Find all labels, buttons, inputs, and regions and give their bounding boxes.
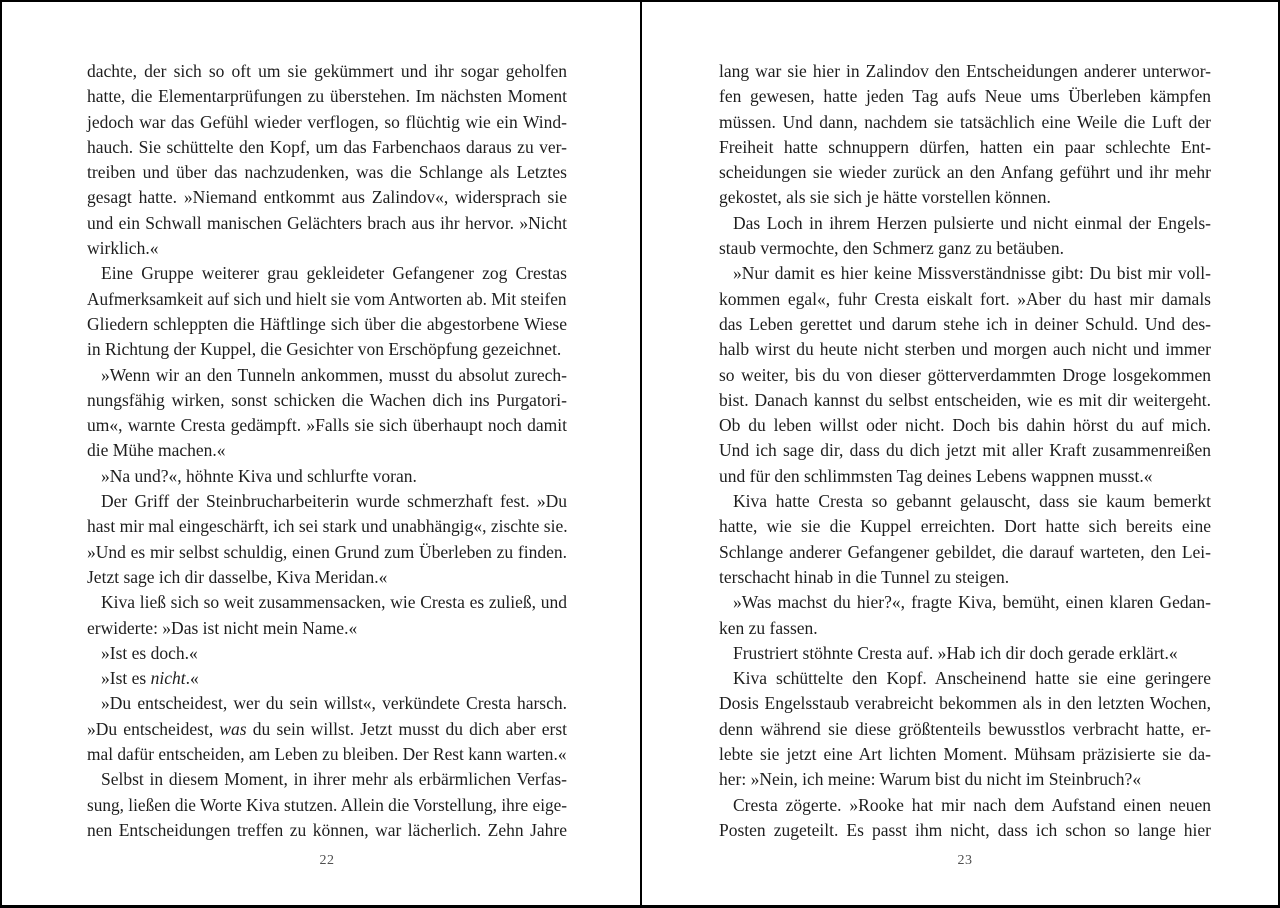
text-line: Eine Gruppe weiterer grau gekleideter Gefangener zog Crestas: [101, 263, 567, 284]
text-line: Posten zugeteilt. Es passt ihm nicht, dass ich schon so lange hier: [719, 819, 1211, 840]
page-right-number: 23: [957, 853, 973, 868]
text-line: kommen egal«, fuhr Cresta eiskalt fort. »Aber du hast mir damals: [719, 288, 1211, 309]
text-line: müssen. Und dann, nachdem sie tatsächlich eine Weile die Luft der: [719, 111, 1211, 132]
text-line: Kiva schüttelte den Kopf. Anscheinend hatte sie eine geringere: [733, 668, 1211, 689]
text-line: lang war sie hier in Zalindov den Entscheidungen anderer unterwor-: [719, 61, 1211, 81]
text-line: hatte, wie sie die Kuppel erreichten. Dort hatte sich bereits eine: [719, 516, 1211, 537]
text-line: die Mühe machen.«: [87, 440, 226, 461]
text-line: und für den schlimmsten Tag deines Lebens wappnen musst.«: [719, 465, 1153, 486]
page-left-number: 22: [319, 853, 335, 868]
text-line: lebte sie jetzt eine Art lichten Moment. Mühsam präzisierte sie da-: [719, 744, 1211, 765]
text-line: Dosis Engelsstaub verabreicht bekommen als in den letzten Wochen,: [719, 693, 1211, 714]
text-line: »Was machst du hier?«, fragte Kiva, bemüht, einen klaren Gedan-: [733, 592, 1211, 613]
text-line: das Leben gerettet und darum stehe ich in deiner Schuld. Und des-: [719, 313, 1211, 334]
text-line: »Na und?«, höhnte Kiva und schlurfte voran.: [101, 465, 417, 486]
text-line: um«, warnte Cresta gedämpft. »Falls sie sich überhaupt noch damit: [87, 415, 567, 436]
text-line: Und ich sage dir, dass du dich jetzt mit aller Kraft zusammenreißen: [719, 440, 1211, 461]
text-line: scheidungen sie wieder zurück an den Anfang geführt und ihr mehr: [719, 162, 1211, 183]
text-line: hast mir mal eingeschärft, ich sei stark und unabhängig«, zischte sie.: [87, 516, 568, 537]
text-line: Frustriert stöhnte Cresta auf. »Hab ich dir doch gerade erklärt.«: [733, 642, 1178, 663]
text-line: dachte, der sich so oft um sie gekümmert und ihr sogar geholfen: [87, 61, 567, 81]
text-line: her: »Nein, ich meine: Warum bist du nicht im Steinbruch?«: [719, 769, 1142, 790]
text-line: Kiva ließ sich so weit zusammensacken, wie Cresta es zuließ, und: [101, 592, 567, 613]
text-line: »Ist es nicht.«: [101, 668, 199, 689]
text-line: Der Griff der Steinbrucharbeiterin wurde schmerzhaft fest. »Du: [101, 491, 567, 512]
text-line: treiben und über das nachzudenken, was die Schlange als Letztes: [87, 162, 567, 183]
text-line: terschacht hinab in die Tunnel zu steigen.: [719, 566, 1010, 587]
text-line: und ein Schwall manischen Gelächters brach aus ihr hervor. »Nicht: [87, 212, 567, 233]
text-line: fen gewesen, hatte jeden Tag aufs Neue ums Überleben kämpfen: [719, 86, 1211, 107]
text-line: »Du entscheidest, wer du sein willst«, verkündete Cresta harsch.: [101, 693, 567, 714]
text-line: Cresta zögerte. »Rooke hat mir nach dem Aufstand einen neuen: [733, 794, 1211, 815]
text-line: Schlange anderer Gefangener gebildet, die darauf warteten, den Lei-: [719, 541, 1211, 562]
text-line: »Nur damit es hier keine Missverständnisse gibt: Du bist mir voll-: [733, 263, 1211, 284]
text-line: wirklich.«: [87, 238, 159, 259]
text-line: ken zu fassen.: [719, 617, 818, 638]
text-line: »Ist es doch.«: [101, 642, 198, 663]
text-line: Gliedern schleppten die Häftlinge sich über die abgestorbene Wiese: [87, 313, 567, 334]
text-line: gesagt hatte. »Niemand entkommt aus Zalindov«, widersprach sie: [87, 187, 567, 208]
page-right-text: [719, 59, 1211, 843]
text-line: mal dafür entscheiden, am Leben zu bleiben. Der Rest kann warten.«: [87, 744, 567, 765]
text-line: »Und es mir selbst schuldig, einen Grund zum Überleben zu finden.: [87, 541, 567, 562]
page-left-text: [87, 59, 567, 843]
text-line: hatte, die Elementarprüfungen zu überstehen. Im nächsten Moment: [87, 86, 567, 107]
text-line: denn während sie diese größtenteils bewusstlos verbracht hatte, er-: [719, 718, 1211, 739]
text-line: so weiter, bis du von dieser götterverdammten Droge losgekommen: [719, 364, 1211, 385]
text-line: Freiheit hatte schnuppern dürfen, hatten ein paar schlechte Ent-: [719, 136, 1211, 157]
text-line: nungsfähig wirken, sonst schicken die Wachen dich ins Purgatori-: [87, 389, 567, 410]
text-line: halb wirst du heute nicht sterben und morgen auch nicht und immer: [719, 339, 1211, 360]
text-line: Kiva hatte Cresta so gebannt gelauscht, dass sie kaum bemerkt: [733, 491, 1211, 512]
page-gutter-divider: [640, 2, 642, 905]
text-line: Selbst in diesem Moment, in ihrer mehr als erbärmlichen Verfas-: [101, 769, 567, 790]
text-line: bist. Danach kannst du selbst entscheiden, wie es mit dir weitergeht.: [719, 389, 1211, 410]
text-line: nen Entscheidungen treffen zu können, war lächerlich. Zehn Jahre: [87, 819, 567, 840]
text-line: staub vermochte, den Schmerz ganz zu betäuben.: [719, 238, 1065, 259]
text-line: »Wenn wir an den Tunneln ankommen, musst du absolut zurech-: [101, 364, 567, 385]
text-line: »Du entscheidest, was du sein willst. Jetzt musst du dich aber erst: [87, 718, 567, 739]
text-line: Jetzt sage ich dir dasselbe, Kiva Meridan.«: [87, 566, 388, 587]
text-line: jedoch war das Gefühl wieder verflogen, so flüchtig wie ein Wind-: [87, 111, 567, 132]
text-line: gekostet, als sie sich je hätte vorstellen können.: [719, 187, 1051, 208]
text-line: Aufmerksamkeit auf sich und hielt sie vom Antworten ab. Mit steifen: [87, 288, 567, 309]
text-line: sung, ließen die Worte Kiva stutzen. Allein die Vorstellung, ihre eige-: [87, 794, 568, 815]
text-line: erwiderte: »Das ist nicht mein Name.«: [87, 617, 358, 638]
text-line: in Richtung der Kuppel, die Gesichter von Erschöpfung gezeichnet.: [87, 339, 562, 360]
text-line: Das Loch in ihrem Herzen pulsierte und nicht einmal der Engels-: [733, 212, 1211, 233]
text-line: Ob du leben willst oder nicht. Doch bis dahin hörst du auf mich.: [719, 415, 1211, 436]
text-line: hauch. Sie schüttelte den Kopf, um das Farbenchaos daraus zu ver-: [87, 136, 567, 157]
